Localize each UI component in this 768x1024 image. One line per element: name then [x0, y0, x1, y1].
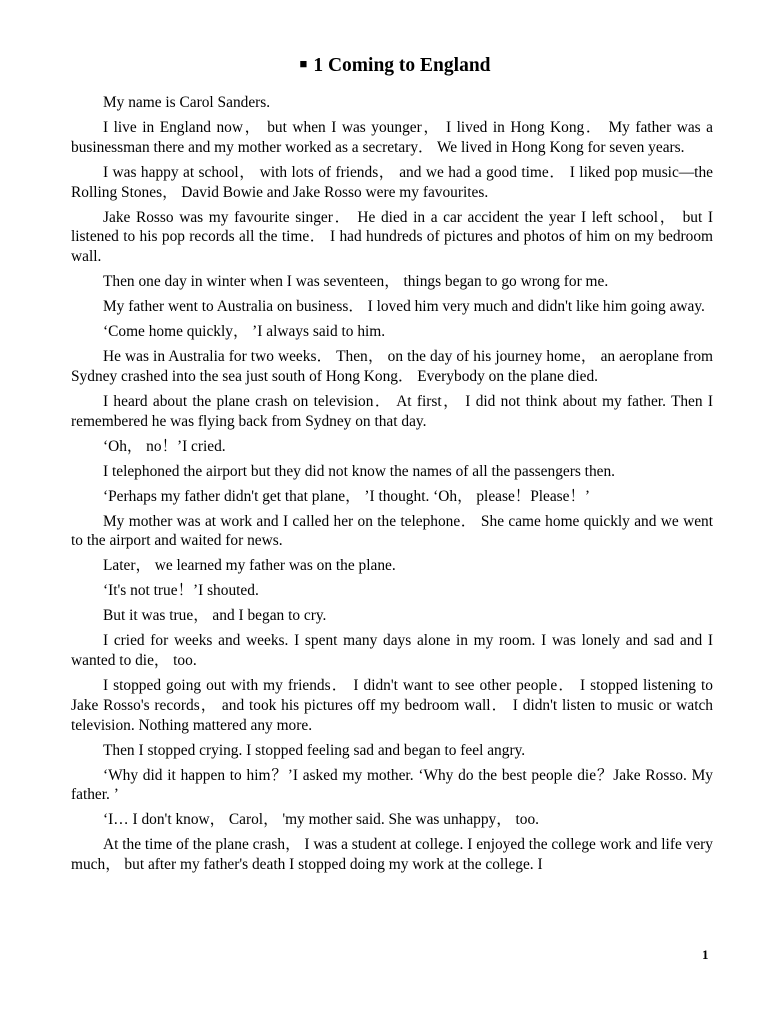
paragraph: Then I stopped crying. I stopped feeling sad and began to feel angry. [103, 741, 526, 759]
body-text [71, 93, 713, 880]
paragraph: I cried for weeks and weeks. I spent many days alone in my room. I was lonely and sad and I wanted to die， too. [71, 632, 713, 670]
paragraph: I was happy at school， with lots of friends， and we had a good time． I liked pop music—the Rolling Stones， David Bowie and Jake Rosso were my favourites. [71, 163, 713, 201]
paragraph: ‘It's not true！’I shouted. [103, 582, 259, 600]
paragraph: I live in England now， but when I was younger， I lived in Hong Kong． My father was a businessman there and my mother worked as a secretary． We lived in Hong Kong for seven years. [71, 118, 713, 156]
paragraph: ‘Oh， no！’I cried. [103, 437, 226, 455]
chapter-title [0, 52, 768, 78]
page-number: 1 [702, 947, 709, 962]
paragraph: Then one day in winter when I was seventeen， things began to go wrong for me. [103, 273, 609, 291]
paragraph: ‘Perhaps my father didn't get that plane， ’I thought. ‘Oh， please！Please！’ [103, 487, 591, 505]
paragraph: He was in Australia for two weeks． Then， on the day of his journey home， an aeroplane from Sydney crashed into the sea just south of Hong Kong． Everybody on the plane died. [71, 348, 713, 385]
paragraph: ‘Why did it happen to him？’I asked my mother. ‘Why do the best people die？Jake Rosso. My father. ’ [71, 766, 713, 804]
paragraph: I telephoned the airport but they did not know the names of all the passengers then. [103, 462, 616, 480]
chapter-title-text: 1 Coming to England [313, 55, 491, 76]
paragraph: My name is Carol Sanders. [103, 94, 271, 111]
paragraph: I stopped going out with my friends． I didn't want to see other people． I stopped listening to Jake Rosso's records， and took his pictures off my bedroom wall． I didn't listen to music or watch television. Nothing mattered any more. [71, 677, 713, 734]
paragraph: But it was true， and I began to cry. [103, 607, 327, 625]
title-square-marker: ■ [299, 56, 308, 71]
paragraph: At the time of the plane crash， I was a student at college. I enjoyed the college work and life very much， but after my father's death I stopped doing my work at the college. I [71, 836, 713, 874]
paragraph: ‘Come home quickly， ’I always said to him. [103, 323, 386, 341]
paragraph: I heard about the plane crash on television． At first， I did not think about my father. Then I remembered he was flying back from Sydney on that day. [71, 392, 713, 430]
paragraph: Jake Rosso was my favourite singer． He died in a car accident the year I left school， but I listened to his pop records all the time． I had hundreds of pictures and photos of him on my bedroom wall. [71, 208, 713, 266]
paragraph: ‘I… I don't know， Carol， 'my mother said. She was unhappy， too. [103, 811, 540, 829]
paragraph: My father went to Australia on business． I loved him very much and didn't like him going away. [103, 298, 705, 316]
paragraph: My mother was at work and I called her on the telephone． She came home quickly and we went to the airport and waited for news. [71, 512, 713, 550]
paragraph: Later， we learned my father was on the plane. [103, 557, 396, 575]
